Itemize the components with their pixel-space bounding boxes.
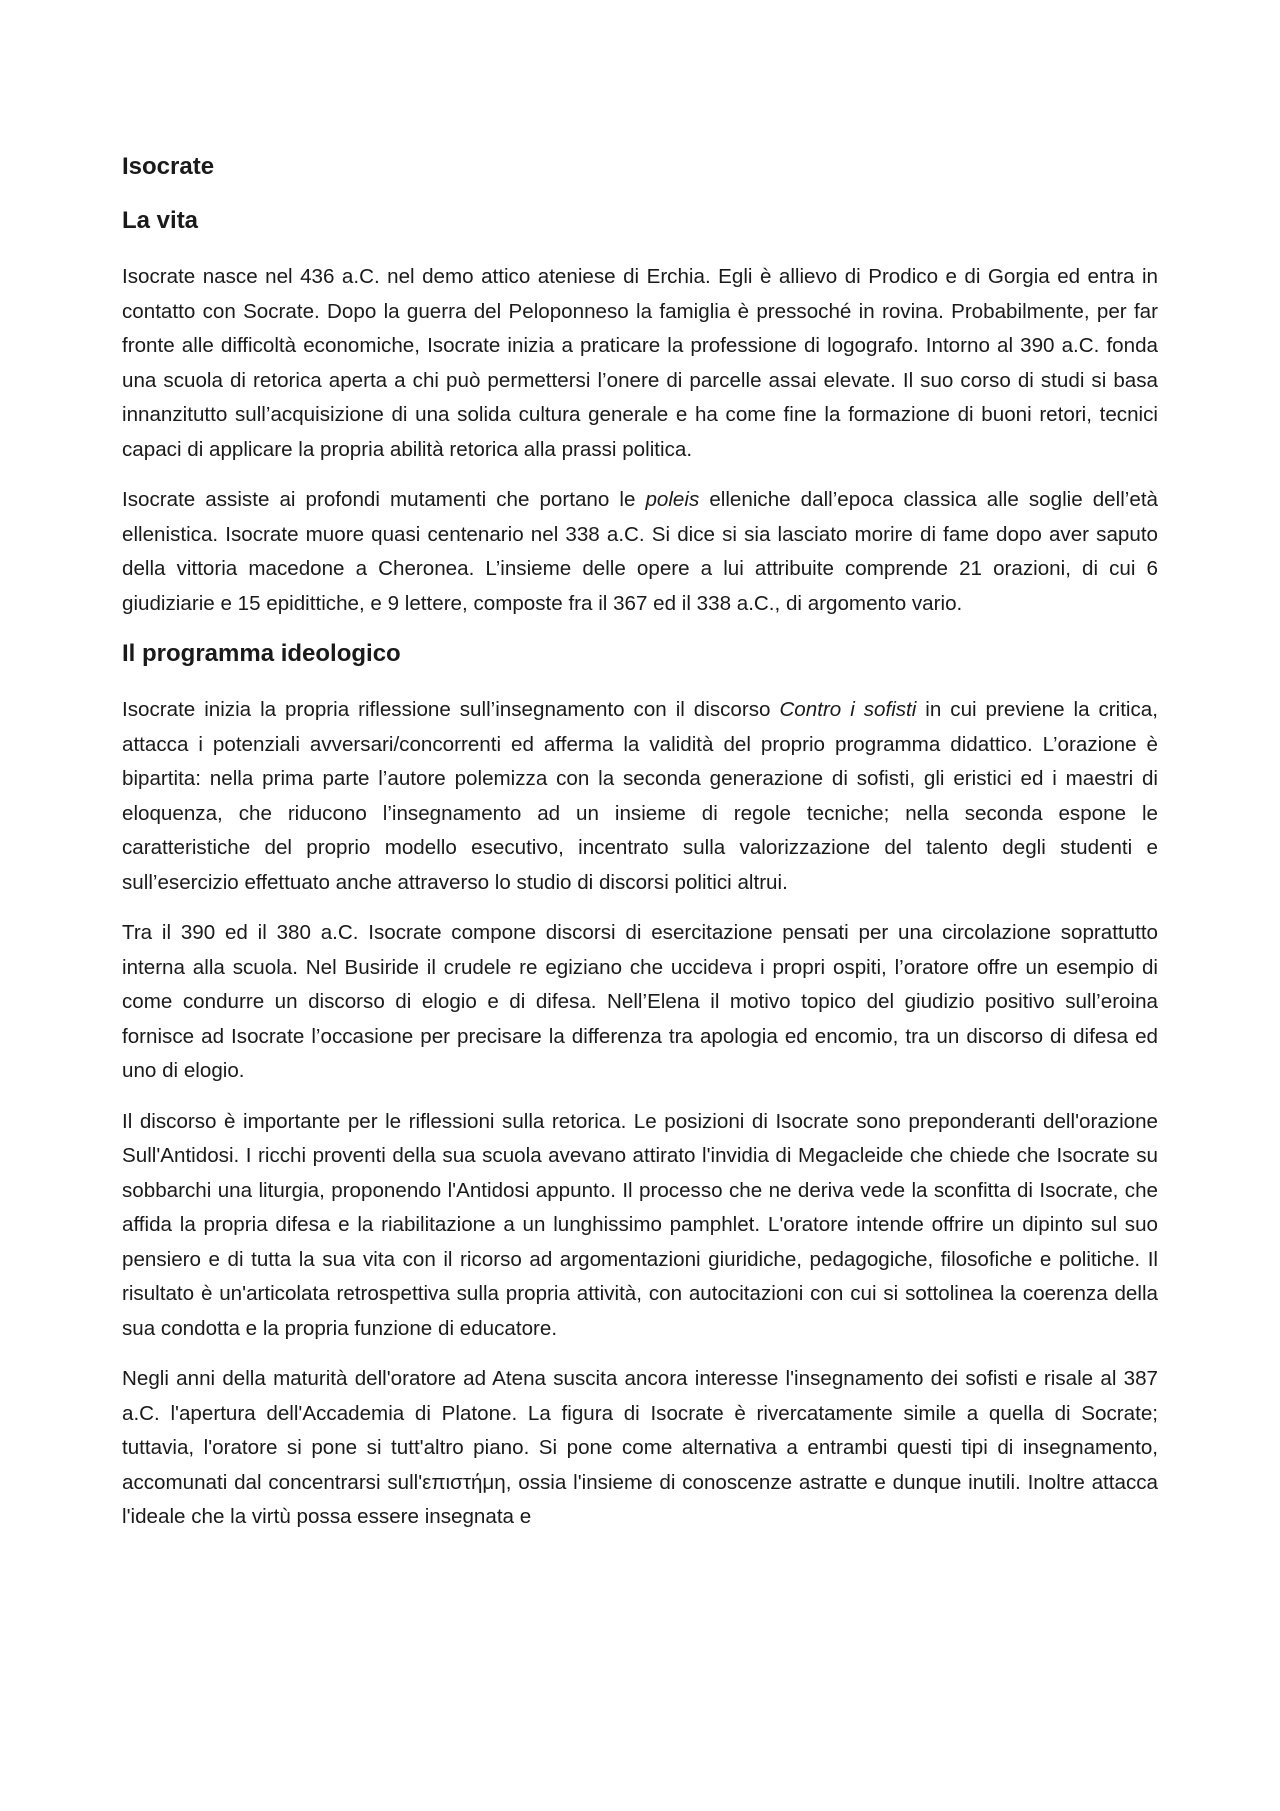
paragraph-text: in cui previene la critica, attacca i potenziali avversari/concorrenti ed afferma la validità del proprio programma didattico. L’orazione è bipartita: nella prima parte l’autore polemizza con la seconda generazione di sofisti, gli eristici ed i maestri di eloquenza, che riducono l’insegnamento ad un insieme di regole tecniche; nella seconda espone le caratteristiche del proprio modello esecutivo, incentrato sulla valorizzazione del talento degli studenti e sull’esercizio effettuato anche attraverso lo studio di discorsi politici altrui. (122, 698, 1158, 894)
paragraph (122, 483, 1158, 621)
paragraph-text: elleniche dall’epoca classica alle soglie dell’età ellenistica. Isocrate muore quasi centenario nel 338 a.C. Si dice si sia lasciato morire di fame dopo aver saputo della vittoria macedone a Cheronea. L’insieme delle opere a lui attribuite comprende 21 orazioni, di cui 6 giudiziarie e 15 epidittiche, e 9 lettere, composte fra il 367 ed il 338 a.C., di argomento vario. (122, 488, 1158, 615)
paragraph-text: Isocrate assiste ai profondi mutamenti che portano le (122, 488, 646, 511)
document-title: Isocrate (122, 153, 215, 180)
section-heading-la-vita: La vita (122, 207, 199, 234)
section-heading-programma-ideologico: Il programma ideologico (122, 640, 401, 667)
paragraph: Il discorso è importante per le riflessioni sulla retorica. Le posizioni di Isocrate sono preponderanti dell'orazione Sull'Antidosi. I ricchi proventi della sua scuola avevano attirato l'invidia di Megacleide che chiede che Isocrate su sobbarchi una liturgia, proponendo l'Antidosi appunto. Il processo che ne deriva vede la sconfitta di Isocrate, che affida la propria difesa e la riabilitazione a un lunghissimo pamphlet. L'oratore intende offrire un dipinto sul suo pensiero e di tutta la sua vita con il ricorso ad argomentazioni giuridiche, pedagogiche, filosofiche e politiche. Il risultato è un'articolata retrospettiva sulla propria attività, con autocitazioni con cui si sottolinea la coerenza della sua condotta e la propria funzione di educatore. (122, 1109, 1158, 1340)
italic-term: poleis (645, 488, 700, 511)
paragraph-text: Isocrate inizia la propria riflessione sull’insegnamento con il discorso (122, 698, 780, 721)
paragraph: Tra il 390 ed il 380 a.C. Isocrate compone discorsi di esercitazione pensati per una circolazione soprattutto interna alla scuola. Nel Busiride il crudele re egiziano che uccideva i propri ospiti, l’oratore offre un esempio di come condurre un discorso di elogio e di difesa. Nell’Elena il motivo topico del giudizio positivo sull’eroina fornisce ad Isocrate l’occasione per precisare la differenza tra apologia ed encomio, tra un discorso di difesa ed uno di elogio. (122, 921, 1158, 1082)
paragraph: Negli anni della maturità dell'oratore ad Atena suscita ancora interesse l'insegnamento dei sofisti e risale al 387 a.C. l'apertura dell'Accademia di Platone. La figura di Isocrate è rivercatamente simile a quella di Socrate; tuttavia, l'oratore si pone si tutt'altro piano. Si pone come alternativa a entrambi questi tipi di insegnamento, accomunati dal concentrarsi sull'επιστήμη, ossia l'insieme di conoscenze astratte e dunque inutili. Inoltre attacca l'ideale che la virtù possa essere insegnata e (122, 1367, 1158, 1528)
document-page (122, 150, 1158, 1551)
italic-title: Contro i sofisti (779, 698, 917, 721)
paragraph (122, 693, 1158, 900)
paragraph: Isocrate nasce nel 436 a.C. nel demo attico ateniese di Erchia. Egli è allievo di Prodico e di Gorgia ed entra in contatto con Socrate. Dopo la guerra del Peloponneso la famiglia è pressoché in rovina. Probabilmente, per far fronte alle difficoltà economiche, Isocrate inizia a praticare la professione di logografo. Intorno al 390 a.C. fonda una scuola di retorica aperta a chi può permettersi l’onere di parcelle assai elevate. Il suo corso di studi si basa innanzitutto sull’acquisizione di una solida cultura generale e ha come fine la formazione di buoni retori, tecnici capaci di applicare la propria abilità retorica alla prassi politica. (122, 265, 1158, 461)
